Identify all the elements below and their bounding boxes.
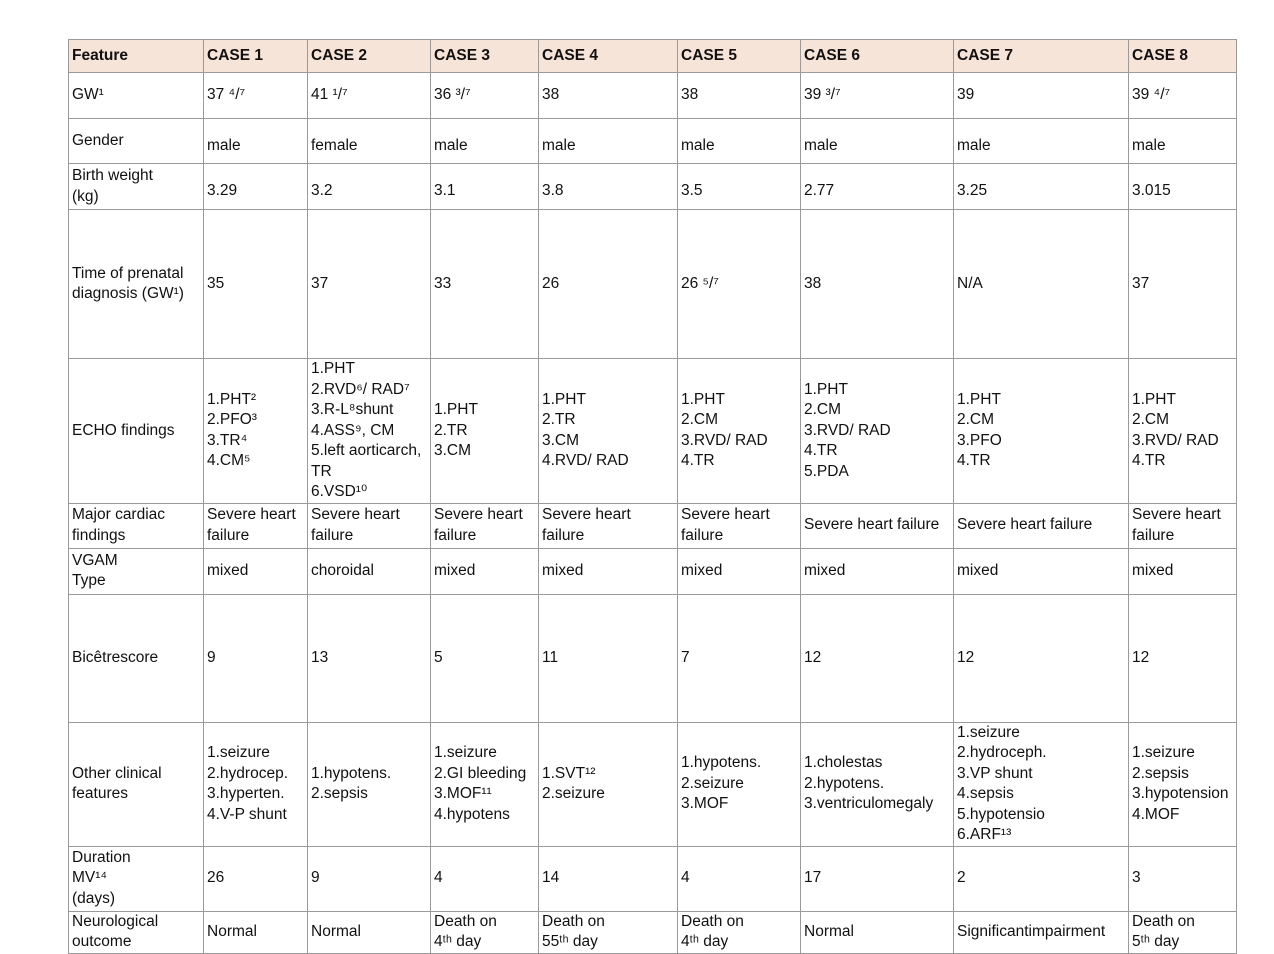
cell-line: 3.TR⁴ <box>207 431 248 449</box>
cell-case-3 <box>431 846 539 911</box>
cell-case-5 <box>678 359 801 504</box>
cell-case-3 <box>431 503 539 548</box>
cell-line: Gender <box>72 131 124 149</box>
cell-case-2 <box>308 359 431 504</box>
cell-case-5 <box>678 73 801 119</box>
cell-line: 3.RVD/ RAD <box>804 421 891 439</box>
cell-case-8 <box>1129 594 1237 722</box>
cell-line: Severe heart <box>207 506 296 523</box>
cell-case-8 <box>1129 359 1237 504</box>
cell-line: 3.CM <box>542 431 580 449</box>
cell-case-3 <box>431 594 539 722</box>
cell-case-4 <box>539 359 678 504</box>
cell-case-8 <box>1129 722 1237 846</box>
cell-line: 4.TR <box>681 452 715 470</box>
cell-line: 1.seizure <box>207 744 270 761</box>
cell-line: 3.CM <box>434 442 472 459</box>
cell-case-2 <box>308 210 431 359</box>
cell-case-4 <box>539 722 678 846</box>
cell-line: Other clinical <box>72 764 162 782</box>
cell-case-4 <box>539 164 678 210</box>
cell-line: Death on <box>1132 912 1195 930</box>
table-row-echo-findings <box>69 359 1237 504</box>
cell-line: TR <box>311 462 332 480</box>
cell-line: 3.VP shunt <box>957 764 1033 782</box>
cell-line: failure <box>434 526 477 544</box>
cell-line: 3.R-L⁸shunt <box>311 401 394 418</box>
cell-line: Normal <box>311 922 361 940</box>
cell-line: 3.MOF¹¹ <box>434 785 492 802</box>
cell-case-8 <box>1129 911 1237 953</box>
cell-line: 38 <box>804 274 822 292</box>
cell-case-1 <box>204 846 308 911</box>
cell-case-6 <box>801 911 954 953</box>
cell-line: 4.sepsis <box>957 785 1014 802</box>
cell-line: 37 <box>1132 274 1150 292</box>
cell-case-1 <box>204 119 308 164</box>
cell-line: 2.sepsis <box>1132 764 1189 782</box>
row-label <box>69 359 204 504</box>
cell-line: mixed <box>957 561 999 579</box>
cell-line: 12 <box>804 648 822 666</box>
cell-case-4 <box>539 119 678 164</box>
cell-line: 3.015 <box>1132 182 1171 200</box>
cell-line: 3.MOF <box>681 795 729 813</box>
header-row <box>69 40 1237 73</box>
cell-line: 1.PHT <box>804 380 848 398</box>
cell-case-4 <box>539 548 678 594</box>
cell-line: 4.TR <box>804 442 838 459</box>
cell-line: VGAM <box>72 551 118 569</box>
cell-case-3 <box>431 722 539 846</box>
cell-line: male <box>681 136 715 154</box>
cell-line: 3.8 <box>542 182 564 200</box>
cell-case-1 <box>204 73 308 119</box>
cell-line: 3.1 <box>434 182 456 200</box>
cell-case-6 <box>801 846 954 911</box>
cell-line: Major cardiac <box>72 506 166 523</box>
row-label <box>69 594 204 722</box>
cell-line: 13 <box>311 648 329 666</box>
cell-case-6 <box>801 210 954 359</box>
cell-line: 2.hydroceph. <box>957 744 1047 761</box>
table-row-gender <box>69 119 1237 164</box>
cell-line: mixed <box>434 561 476 579</box>
header-feature: Feature <box>69 40 204 73</box>
cell-line: mixed <box>804 561 846 579</box>
cell-line: Normal <box>207 922 257 940</box>
row-label <box>69 722 204 846</box>
cell-case-5 <box>678 210 801 359</box>
cell-line: failure <box>1132 526 1175 544</box>
cell-case-7 <box>954 722 1129 846</box>
cell-line: 1.seizure <box>957 723 1020 741</box>
cell-line: 6.VSD¹⁰ <box>311 483 368 500</box>
cell-case-1 <box>204 722 308 846</box>
cell-case-4 <box>539 911 678 953</box>
cell-line: failure <box>311 526 354 544</box>
cell-case-1 <box>204 210 308 359</box>
cell-line: Severe heart <box>311 506 400 523</box>
cell-line: Severe heart <box>542 506 631 523</box>
cell-case-1 <box>204 503 308 548</box>
cell-case-2 <box>308 164 431 210</box>
cell-case-4 <box>539 594 678 722</box>
cell-case-8 <box>1129 846 1237 911</box>
cell-line: 2.hydrocep. <box>207 764 288 782</box>
cell-line: 5 <box>434 648 443 666</box>
cell-line: male <box>1132 136 1166 154</box>
cell-line: choroidal <box>311 561 374 579</box>
cell-case-3 <box>431 119 539 164</box>
cell-case-7 <box>954 359 1129 504</box>
cell-case-2 <box>308 119 431 164</box>
header-case-4: CASE 4 <box>539 40 678 73</box>
cell-line: 2.CM <box>1132 411 1170 429</box>
cell-case-2 <box>308 722 431 846</box>
cell-line: diagnosis (GW¹) <box>72 285 184 302</box>
cell-line: male <box>207 136 241 154</box>
row-label <box>69 119 204 164</box>
cell-line: 12 <box>957 648 975 666</box>
cell-line: 2 <box>957 869 966 887</box>
cell-case-7 <box>954 119 1129 164</box>
cell-line: 3.2 <box>311 182 333 200</box>
cell-case-3 <box>431 164 539 210</box>
cell-line: 4 <box>681 869 690 887</box>
cell-line: 4 <box>434 869 443 887</box>
cell-case-6 <box>801 594 954 722</box>
cell-case-3 <box>431 210 539 359</box>
cell-line: mixed <box>542 561 584 579</box>
cell-line: Time of prenatal <box>72 264 184 282</box>
cell-line: mixed <box>207 561 249 579</box>
row-label <box>69 210 204 359</box>
cell-line: 14 <box>542 869 560 887</box>
cell-case-5 <box>678 846 801 911</box>
cell-line: Death on <box>542 912 605 930</box>
cell-case-1 <box>204 548 308 594</box>
cell-line: Bicêtrescore <box>72 648 159 666</box>
cell-line: 2.seizure <box>681 774 744 792</box>
cell-line: 17 <box>804 869 822 887</box>
table-row-bicetre-score <box>69 594 1237 722</box>
cell-line: male <box>542 136 576 154</box>
table-row-duration-mv <box>69 846 1237 911</box>
cell-line: MV¹⁴ <box>72 869 108 887</box>
cell-line: 12 <box>1132 648 1150 666</box>
cell-case-5 <box>678 503 801 548</box>
cell-line: 4.TR <box>957 452 991 470</box>
cell-line: 9 <box>311 869 320 887</box>
cell-line: 2.77 <box>804 182 835 200</box>
cell-line: male <box>804 136 838 154</box>
header-case-8: CASE 8 <box>1129 40 1237 73</box>
cell-line: 4ᵗʰ day <box>681 933 729 950</box>
cell-line: 4.hypotens <box>434 805 510 823</box>
cell-line: 3.25 <box>957 182 988 200</box>
cell-case-1 <box>204 911 308 953</box>
cell-line: 41 ¹/⁷ <box>311 86 348 104</box>
cell-line: 39 <box>957 86 975 104</box>
header-case-7: CASE 7 <box>954 40 1129 73</box>
cell-case-7 <box>954 210 1129 359</box>
table-row-prenatal-diagnosis <box>69 210 1237 359</box>
cell-line: 35 <box>207 274 225 292</box>
cell-case-5 <box>678 594 801 722</box>
cell-line: 1.PHT <box>542 390 586 408</box>
cell-line: 26 ⁵/⁷ <box>681 274 719 292</box>
cell-line: 2.PFO³ <box>207 411 257 429</box>
cell-case-3 <box>431 911 539 953</box>
cell-line: 26 <box>542 274 560 292</box>
cell-line: Significantimpairment <box>957 922 1106 940</box>
cell-line: 11 <box>542 648 559 666</box>
header-case-6: CASE 6 <box>801 40 954 73</box>
cell-case-3 <box>431 548 539 594</box>
header-case-1: CASE 1 <box>204 40 308 73</box>
cell-case-2 <box>308 911 431 953</box>
cell-case-2 <box>308 548 431 594</box>
table-row-neurological-outcome <box>69 911 1237 953</box>
table-row-major-cardiac-findings <box>69 503 1237 548</box>
cell-case-2 <box>308 594 431 722</box>
cell-line: 1.PHT <box>434 401 478 418</box>
header-case-2: CASE 2 <box>308 40 431 73</box>
cell-line: 4.V-P shunt <box>207 805 287 823</box>
header-case-5: CASE 5 <box>678 40 801 73</box>
cell-line: Severe heart <box>681 506 770 523</box>
cell-line: Normal <box>804 922 854 940</box>
row-label <box>69 911 204 953</box>
cell-line: mixed <box>681 561 723 579</box>
cell-case-6 <box>801 164 954 210</box>
cell-line: 37 ⁴/⁷ <box>207 86 246 104</box>
table-row-gw <box>69 73 1237 119</box>
cell-case-6 <box>801 503 954 548</box>
cell-line: 1.hypotens. <box>681 754 762 772</box>
cell-case-5 <box>678 119 801 164</box>
cell-line: 1.PHT <box>311 360 355 377</box>
cell-line: 4.RVD/ RAD <box>542 452 629 470</box>
cell-line: 4ᵗʰ day <box>434 933 482 950</box>
cell-case-1 <box>204 359 308 504</box>
cell-line: N/A <box>957 274 983 292</box>
cell-line: mixed <box>1132 561 1174 579</box>
cell-line: failure <box>542 526 585 544</box>
cell-case-4 <box>539 503 678 548</box>
cell-line: male <box>434 136 468 154</box>
cell-case-8 <box>1129 210 1237 359</box>
cell-case-5 <box>678 548 801 594</box>
cell-line: 5.left aorticarch, <box>311 442 422 459</box>
cell-case-5 <box>678 911 801 953</box>
cell-line: 26 <box>207 869 225 887</box>
header-case-3: CASE 3 <box>431 40 539 73</box>
cell-case-8 <box>1129 73 1237 119</box>
cell-line: male <box>957 136 991 154</box>
cell-case-6 <box>801 722 954 846</box>
cell-line: 39 ⁴/⁷ <box>1132 86 1171 104</box>
cell-case-8 <box>1129 119 1237 164</box>
cell-line: 2.GI bleeding <box>434 764 527 782</box>
cell-line: 37 <box>311 274 329 292</box>
cell-line: Neurological <box>72 912 159 930</box>
cell-case-6 <box>801 548 954 594</box>
cell-line: Type <box>72 572 106 589</box>
cell-line: 38 <box>681 86 699 104</box>
cell-line: Duration <box>72 848 131 866</box>
cell-case-7 <box>954 164 1129 210</box>
cell-line: Severe heart failure <box>804 516 940 534</box>
cell-line: 2.CM <box>681 411 719 429</box>
cell-line: 4.TR <box>1132 452 1166 470</box>
cell-line: 2.RVD⁶/ RAD⁷ <box>311 380 410 398</box>
cell-case-7 <box>954 73 1129 119</box>
cell-line: Severe heart failure <box>957 516 1093 534</box>
cell-case-2 <box>308 73 431 119</box>
row-label <box>69 846 204 911</box>
cell-case-6 <box>801 73 954 119</box>
cell-line: (kg) <box>72 187 99 205</box>
cell-line: 1.PHT <box>957 390 1001 408</box>
cell-line: 36 ³/⁷ <box>434 86 471 104</box>
cell-case-7 <box>954 548 1129 594</box>
cell-line: 1.seizure <box>434 744 497 761</box>
cell-line: outcome <box>72 933 132 950</box>
table-row-other-clinical-features <box>69 722 1237 846</box>
cell-line: ECHO findings <box>72 421 175 439</box>
table-row-birth-weight <box>69 164 1237 210</box>
cell-line: Birth weight <box>72 167 153 184</box>
cell-case-7 <box>954 594 1129 722</box>
cell-line: 1.PHT <box>1132 390 1176 408</box>
cell-line: 3.RVD/ RAD <box>681 431 768 449</box>
cell-line: Severe heart <box>434 506 523 523</box>
cell-line: Death on <box>681 912 744 930</box>
row-label <box>69 164 204 210</box>
cell-line: 2.sepsis <box>311 785 368 802</box>
cell-case-5 <box>678 164 801 210</box>
cell-line: 3.ventriculomegaly <box>804 795 934 813</box>
cell-case-2 <box>308 846 431 911</box>
cell-case-1 <box>204 164 308 210</box>
cell-line: 2.CM <box>804 401 842 418</box>
cell-line: 39 ³/⁷ <box>804 86 841 104</box>
cell-line: 33 <box>434 274 452 292</box>
cell-line: 4.MOF <box>1132 805 1180 823</box>
cell-line: (days) <box>72 889 116 907</box>
cell-line: 1.PHT <box>681 390 725 408</box>
row-label <box>69 503 204 548</box>
cell-line: failure <box>207 526 250 544</box>
cell-line: 9 <box>207 648 216 666</box>
case-table <box>68 39 1237 954</box>
cell-line: GW¹ <box>72 86 104 104</box>
row-label <box>69 73 204 119</box>
cell-line: 3.hypotension <box>1132 785 1229 802</box>
cell-line: 3.hyperten. <box>207 785 285 802</box>
cell-line: 2.seizure <box>542 785 605 802</box>
cell-line: 55ᵗʰ day <box>542 933 598 950</box>
cell-case-3 <box>431 359 539 504</box>
cell-line: 5ᵗʰ day <box>1132 933 1180 950</box>
cell-line: 1.seizure <box>1132 744 1195 761</box>
cell-case-4 <box>539 846 678 911</box>
cell-case-4 <box>539 210 678 359</box>
cell-case-5 <box>678 722 801 846</box>
cell-line: 3.5 <box>681 182 703 200</box>
cell-line: 2.TR <box>434 421 468 439</box>
cell-line: Severe heart <box>1132 506 1221 523</box>
cell-line: 1.cholestas <box>804 754 883 772</box>
cell-line: 6.ARF¹³ <box>957 826 1012 843</box>
cell-case-8 <box>1129 503 1237 548</box>
cell-case-7 <box>954 503 1129 548</box>
cell-line: 4.ASS⁹, CM <box>311 421 395 439</box>
cell-case-8 <box>1129 548 1237 594</box>
cell-line: 1.SVT¹² <box>542 764 596 782</box>
cell-line: Death on <box>434 912 497 930</box>
cell-case-3 <box>431 73 539 119</box>
cell-line: failure <box>681 526 724 544</box>
cell-case-6 <box>801 359 954 504</box>
cell-line: female <box>311 136 358 154</box>
cell-line: 3.29 <box>207 182 238 200</box>
cell-line: 2.CM <box>957 411 995 429</box>
cell-line: 5.PDA <box>804 462 849 480</box>
table-row-vgam-type <box>69 548 1237 594</box>
cell-line: 1.PHT² <box>207 390 257 408</box>
cell-line: 7 <box>681 648 690 666</box>
cell-line: 3.PFO <box>957 431 1002 449</box>
cell-line: 1.hypotens. <box>311 764 392 782</box>
cell-case-8 <box>1129 164 1237 210</box>
cell-line: 2.TR <box>542 411 576 429</box>
cell-line: features <box>72 785 129 802</box>
cell-case-7 <box>954 846 1129 911</box>
cell-case-2 <box>308 503 431 548</box>
cell-line: 38 <box>542 86 560 104</box>
cell-line: 4.CM⁵ <box>207 452 251 470</box>
cell-line: 5.hypotensio <box>957 805 1045 823</box>
row-label <box>69 548 204 594</box>
cell-line: 3.RVD/ RAD <box>1132 431 1219 449</box>
cell-line: 2.hypotens. <box>804 774 885 792</box>
cell-line: findings <box>72 526 126 544</box>
cell-case-4 <box>539 73 678 119</box>
cell-case-6 <box>801 119 954 164</box>
cell-case-1 <box>204 594 308 722</box>
cell-line: 3 <box>1132 869 1141 887</box>
cell-case-7 <box>954 911 1129 953</box>
